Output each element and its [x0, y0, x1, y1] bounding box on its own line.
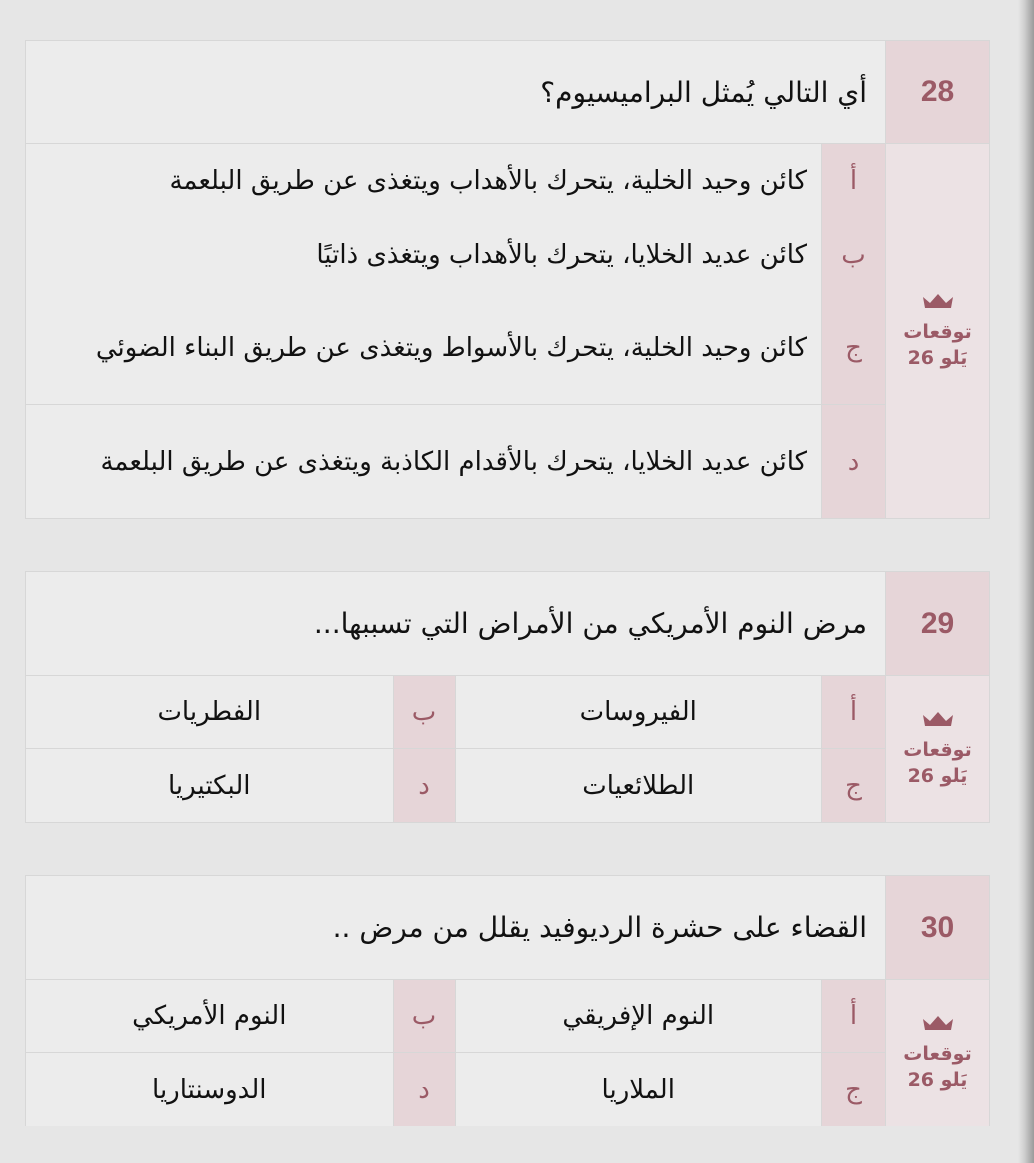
badge-sublabel: يَلو 26	[907, 347, 968, 369]
option-text[interactable]: النوم الأمريكي	[26, 980, 393, 1053]
crown-icon	[921, 709, 955, 729]
question-text: القضاء على حشرة الرديوفيد يقلل من مرض ..	[26, 876, 885, 980]
question-number: 29	[885, 572, 989, 676]
options-grid	[26, 980, 885, 1126]
badge-label: توقعات	[903, 739, 972, 761]
option-letter[interactable]: ج	[821, 1053, 885, 1126]
question-block-30	[25, 875, 990, 1126]
badge-label: توقعات	[903, 1043, 972, 1065]
option-letter[interactable]: د	[393, 1053, 455, 1126]
option-letter: ب	[821, 218, 885, 292]
option-letter: د	[821, 405, 885, 518]
scrollbar-edge	[1018, 0, 1034, 1163]
option-letter[interactable]: أ	[821, 676, 885, 749]
badge-label: توقعات	[903, 321, 972, 343]
option-text[interactable]: النوم الإفريقي	[455, 980, 822, 1053]
option-letter[interactable]: ج	[821, 749, 885, 822]
option-text[interactable]: الدوسنتاريا	[26, 1053, 393, 1126]
crown-icon	[921, 291, 955, 311]
option-a[interactable]	[26, 144, 885, 218]
question-number: 28	[885, 41, 989, 144]
option-text[interactable]: البكتيريا	[26, 749, 393, 822]
option-letter: أ	[821, 144, 885, 218]
option-text: كائن وحيد الخلية، يتحرك بالأهداب ويتغذى عن طريق البلعمة	[26, 144, 821, 218]
option-letter[interactable]: ب	[393, 676, 455, 749]
option-text: كائن عديد الخلايا، يتحرك بالأقدام الكاذبة ويتغذى عن طريق البلعمة	[26, 405, 821, 518]
option-letter[interactable]: ب	[393, 980, 455, 1053]
option-text: كائن وحيد الخلية، يتحرك بالأسواط ويتغذى عن طريق البناء الضوئي	[26, 292, 821, 404]
option-b[interactable]	[26, 218, 885, 292]
question-block-28	[25, 40, 990, 519]
badge-sublabel: يَلو 26	[907, 1069, 968, 1091]
options-list	[26, 144, 885, 518]
badge-sublabel: يَلو 26	[907, 765, 968, 787]
question-block-29	[25, 571, 990, 823]
question-text: أي التالي يُمثل البراميسيوم؟	[26, 41, 885, 144]
option-letter[interactable]: د	[393, 749, 455, 822]
prediction-badge	[885, 676, 989, 822]
option-text: كائن عديد الخلايا، يتحرك بالأهداب ويتغذى ذاتيًا	[26, 218, 821, 292]
question-number: 30	[885, 876, 989, 980]
option-letter[interactable]: أ	[821, 980, 885, 1053]
option-c[interactable]	[26, 292, 885, 405]
option-text[interactable]: الفيروسات	[455, 676, 822, 749]
option-text[interactable]: الملاريا	[455, 1053, 822, 1126]
options-grid	[26, 676, 885, 822]
prediction-badge	[885, 980, 989, 1126]
prediction-badge	[885, 144, 989, 518]
crown-icon	[921, 1013, 955, 1033]
option-letter: ج	[821, 292, 885, 404]
option-text[interactable]: الفطريات	[26, 676, 393, 749]
option-text[interactable]: الطلائعيات	[455, 749, 822, 822]
question-text: مرض النوم الأمريكي من الأمراض التي تسببها...	[26, 572, 885, 676]
option-d[interactable]	[26, 405, 885, 518]
